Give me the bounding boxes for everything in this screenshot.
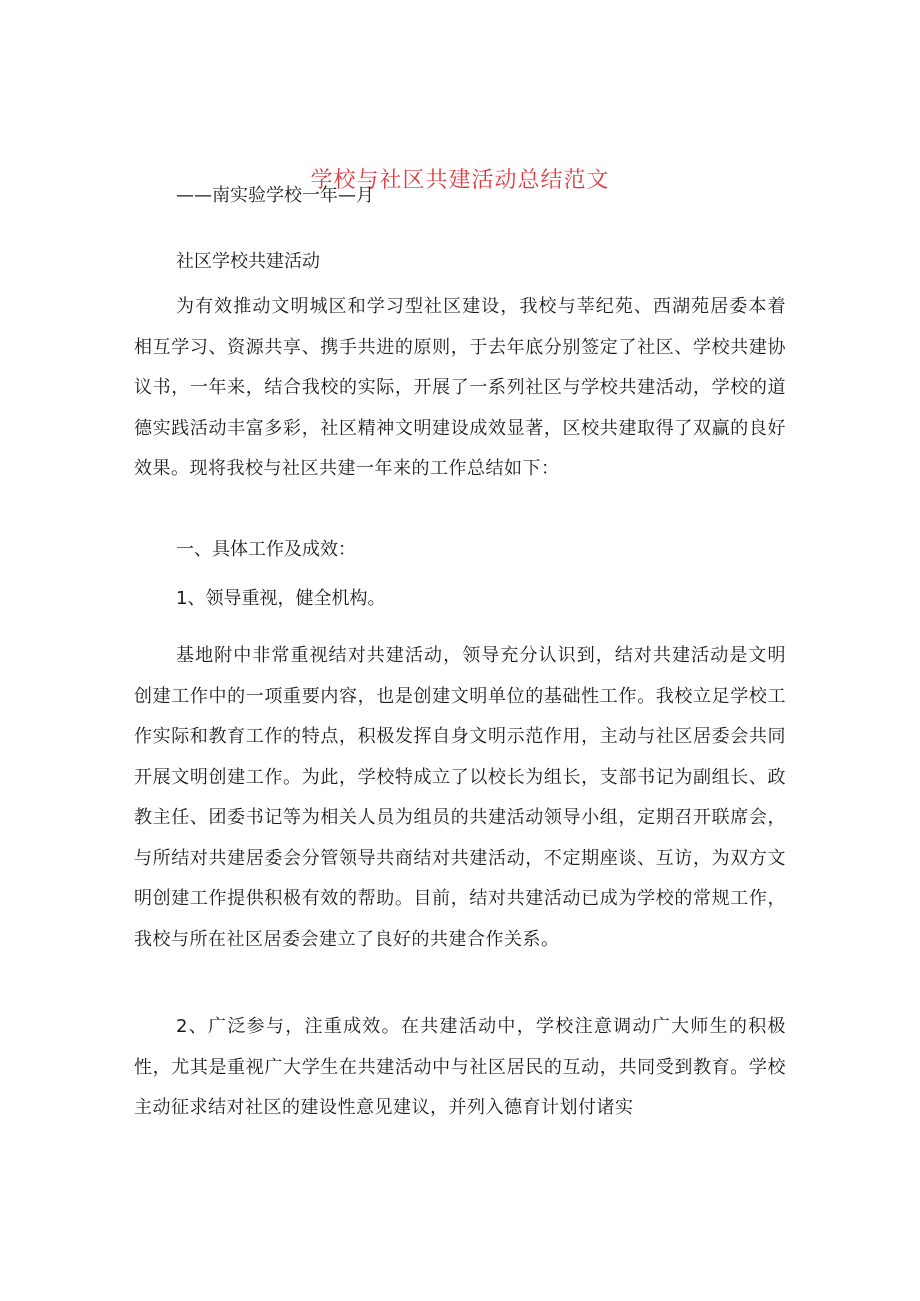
intro-paragraph: 为有效推动文明城区和学习型社区建设，我校与莘纪苑、西湖苑居委本着相互学习、资源共享、携手共进的原则，于去年底分别签定了社区、学校共建协议书，一年来，结合我校的实际，开展了一系列社区与学校共建活动，学校的道德实践活动丰富多彩，社区精神文明建设成效显著，区校共建取得了双赢的良好效果。现将我校与社区共建一年来的工作总结如下： <box>134 296 786 479</box>
item-1-paragraph: 基地附中非常重视结对共建活动，领导充分认识到，结对共建活动是文明创建工作中的一项重要内容，也是创建文明单位的基础性工作。我校立足学校工作实际和教育工作的特点，积极发挥自身文明示范作用，主动与社区居委会共同开展文明创建工作。为此，学校特成立了以校长为组长，支部书记为副组长、政教主任、团委书记等为相关人员为组员的共建活动领导小组，定期召开联席会，与所结对共建居委会分管领导共商结对共建活动，不定期座谈、互访，为双方文明创建工作提供积极有效的帮助。目前，结对共建活动已成为学校的常规工作，我校与所在社区居委会建立了良好的共建合作关系。 <box>134 645 786 950</box>
item-2-paragraph: 2、广泛参与，注重成效。在共建活动中，学校注意调动广大师生的积极性，尤其是重视广大学生在共建活动中与社区居民的互动，共同受到教育。学校主动征求结对社区的建设性意见建议，并列入德育计划付诸实 <box>134 1016 786 1118</box>
document-byline: ——南实验学校一年—月 <box>176 185 374 206</box>
section-heading: 一、具体工作及成效： <box>176 539 356 560</box>
item-1-heading: 1、领导重视，健全机构。 <box>176 588 386 609</box>
document-title: 学校与社区共建活动总结范文 <box>310 168 610 193</box>
document-subtitle: 社区学校共建活动 <box>176 251 320 272</box>
